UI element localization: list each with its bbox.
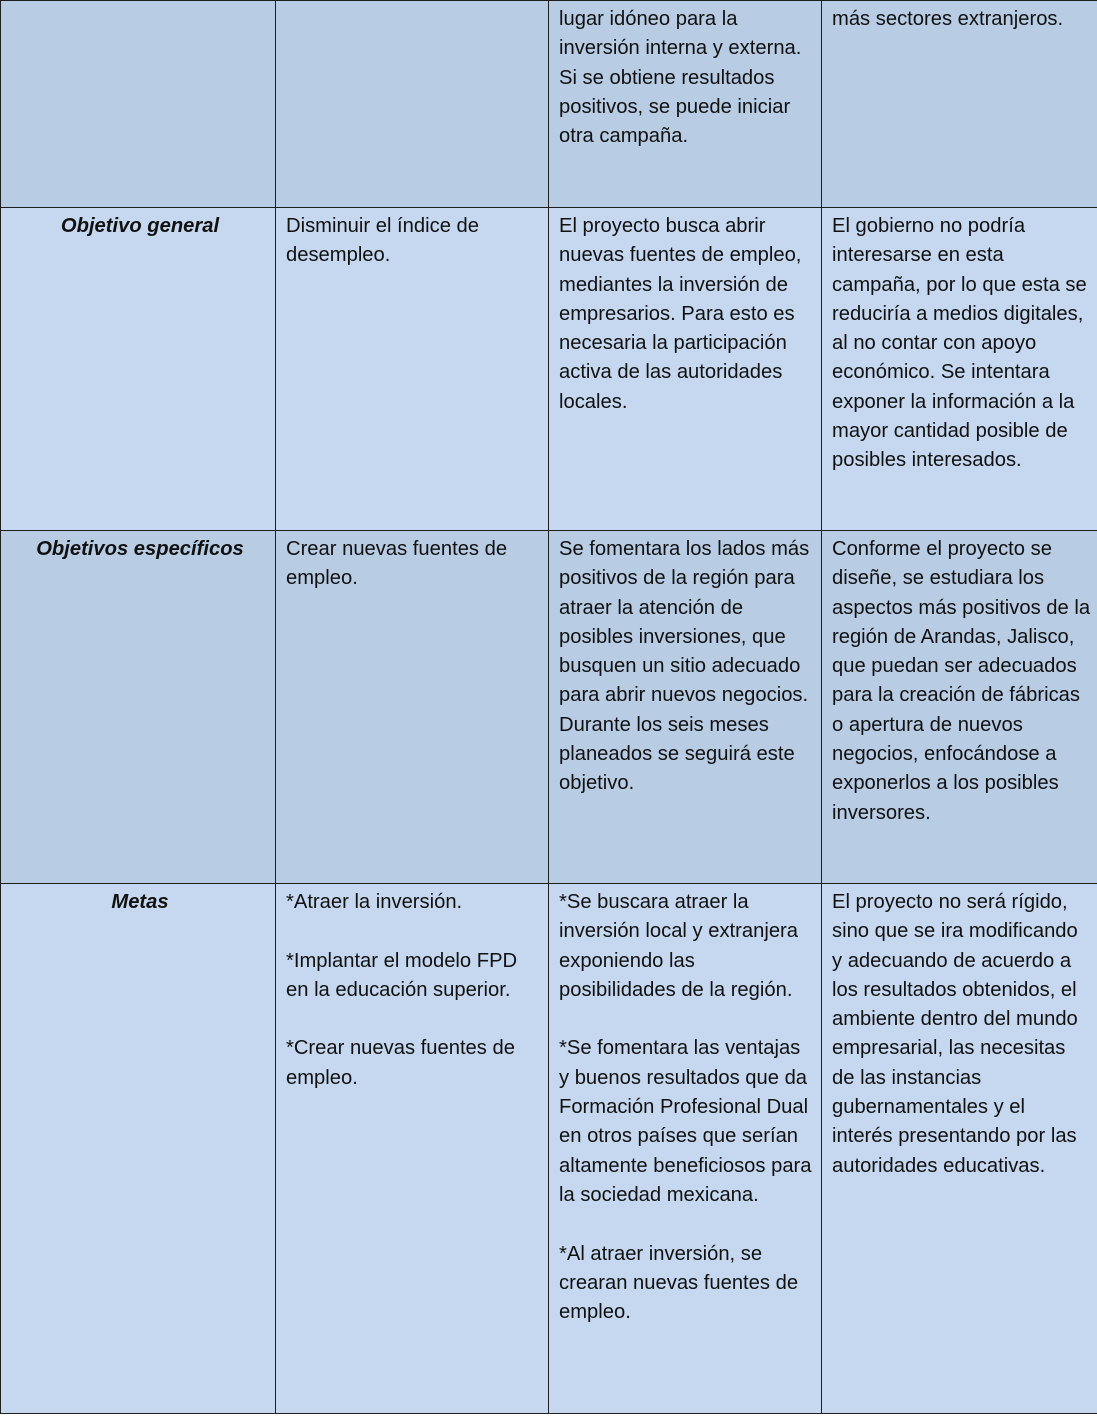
cell-text: El proyecto no será rígido, sino que se ira modificando y adecuando de acuerdo a los resultados obtenidos, el ambiente dentro del mundo empresarial, las necesitas de las instancias gubernamentales y el interés presentando por las autoridades educativas. (832, 891, 1078, 1177)
row-label-cell (1, 531, 276, 884)
table-cell-col2 (276, 531, 549, 884)
table-cell-col2 (276, 1, 549, 208)
table-cell-col2 (276, 208, 549, 531)
cell-text: Se fomentara los lados más positivos de la región para atraer la atención de posibles inversiones, que busquen un sitio adecuado para abrir nuevos negocios. Durante los seis meses planeados se seguirá este objetivo. (559, 538, 810, 795)
cell-text: Crear nuevas fuentes de empleo. (286, 538, 508, 590)
table-cell-col2 (276, 884, 549, 1414)
table-cell-col3 (549, 884, 822, 1414)
goal-detail: *Al atraer inversión, se crearan nuevas fuentes de empleo. (559, 1242, 799, 1324)
row-label-cell (1, 208, 276, 531)
table-cell-col4 (822, 531, 1097, 884)
table-row-objetivos-especificos (1, 531, 1097, 884)
table-row-objetivo-general (1, 208, 1097, 531)
table-cell-col3 (549, 208, 822, 531)
cell-text: Conforme el proyecto se diseñe, se estudiara los aspectos más positivos de la región de Arandas, Jalisco, que puedan ser adecuados para la creación de fábricas o apertura de nuevos negocios, enfocándose a exponerlos a los posibles inversores. (832, 538, 1091, 824)
goal-detail: *Se fomentara las ventajas y buenos resultados que da Formación Profesional Dual en otros países que serían altamente beneficiosos para la sociedad mexicana. (559, 1037, 812, 1206)
table-cell-col3 (549, 531, 822, 884)
goal-item: *Implantar el modelo FPD en la educación superior. (286, 949, 518, 1001)
row-label: Objetivos específicos (36, 538, 244, 560)
row-label-cell (1, 884, 276, 1414)
table-row-continuation (1, 1, 1097, 208)
goal-item: *Atraer la inversión. (286, 891, 463, 913)
table-cell-col4 (822, 1, 1097, 208)
cell-text: El proyecto busca abrir nuevas fuentes de empleo, mediantes la inversión de empresarios. Para esto es necesaria la participación activa de las autoridades locales. (559, 215, 802, 413)
table-cell-col4 (822, 208, 1097, 531)
table-cell-col4 (822, 884, 1097, 1414)
row-label: Metas (111, 891, 169, 913)
goal-item: *Crear nuevas fuentes de empleo. (286, 1037, 515, 1089)
row-label-cell (1, 1, 276, 208)
cell-text: Disminuir el índice de desempleo. (286, 215, 479, 267)
cell-text: más sectores extranjeros. (832, 8, 1064, 30)
cell-text: El gobierno no podría interesarse en esta campaña, por lo que esta se reduciría a medios digitales, al no contar con apoyo económico. Se intentara exponer la información a la mayor cantidad posible de posibles interesados. (832, 215, 1087, 472)
cell-text: lugar idóneo para la inversión interna y externa. Si se obtiene resultados positivos, se puede iniciar otra campaña. (559, 8, 802, 148)
table-cell-col3 (549, 1, 822, 208)
row-label: Objetivo general (60, 215, 220, 237)
goal-detail: *Se buscara atraer la inversión local y extranjera exponiendo las posibilidades de la región. (559, 891, 798, 1001)
table-row-metas (1, 884, 1097, 1414)
